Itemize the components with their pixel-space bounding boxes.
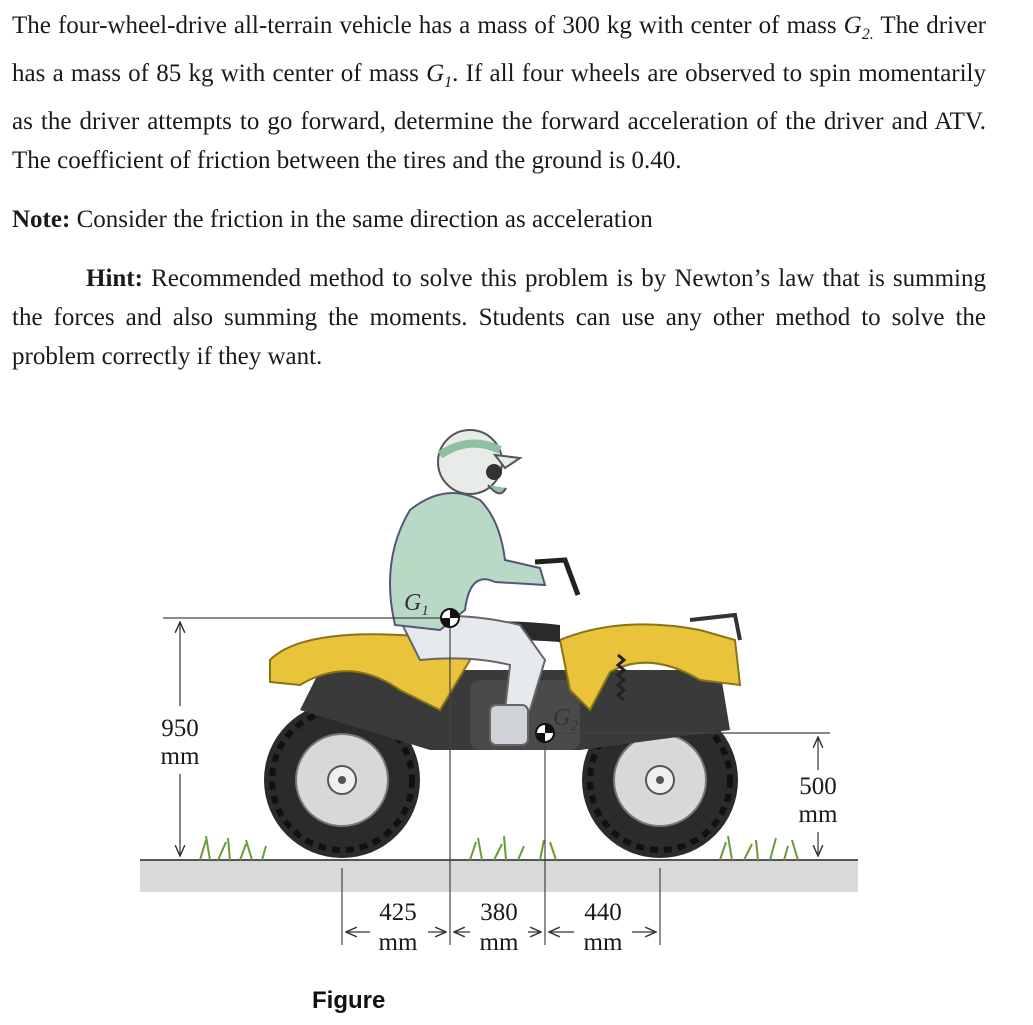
- g2-letter: G: [843, 12, 862, 39]
- g2-subscript: 2.: [861, 26, 874, 43]
- dim-500-unit: mm: [798, 801, 838, 828]
- rider-helmet: [438, 430, 520, 494]
- dim-950-value: 950: [161, 715, 199, 742]
- note-label: Note:: [12, 206, 71, 233]
- g1-label: $G_1$: [404, 590, 429, 619]
- rider-boot: [490, 705, 528, 745]
- g2-marker: [536, 724, 554, 742]
- g1-subscript: 1: [444, 74, 453, 91]
- figure-caption: Figure: [312, 987, 386, 1014]
- atv-figure: [0, 410, 1033, 1020]
- hint-text: Recommended method to solve this problem is by Newton’s law that is summing the forces and also summing the moments. Students can use any other method to solve the problem correctly if they want.: [12, 265, 986, 370]
- problem-text: The driver has a mass of 85 kg with center of mass: [12, 12, 986, 87]
- hint-paragraph: [12, 259, 986, 376]
- g1-letter: G: [426, 60, 445, 87]
- dim-425-value: 425: [379, 899, 417, 926]
- g2-label: $G_2$: [553, 705, 578, 734]
- dim-380-unit: mm: [479, 929, 519, 956]
- dim-500-value: 500: [799, 773, 837, 800]
- problem-text: . If all four wheels are observed to spin momentarily as the driver attempts to go forward, determine the forward acceleration of the driver and ATV. The coefficient of friction between the tires and the ground is 0.40.: [12, 60, 987, 174]
- problem-paragraph: [12, 6, 986, 180]
- problem-statement: [12, 6, 986, 376]
- g1-symbol: [426, 60, 453, 91]
- dim-380-value: 380: [480, 899, 518, 926]
- note-paragraph: [12, 200, 986, 239]
- dim-440-value: 440: [584, 899, 622, 926]
- atv-diagram: [0, 410, 1033, 1020]
- dim-950-unit: mm: [160, 743, 200, 770]
- hint-label: Hint:: [86, 265, 143, 292]
- note-text: Consider the friction in the same direction as acceleration: [70, 206, 653, 233]
- ground: [140, 860, 858, 892]
- dim-440-unit: mm: [583, 929, 623, 956]
- problem-text: The four-wheel-drive all-terrain vehicle has a mass of 300 kg with center of mass: [12, 12, 844, 39]
- dim-425-unit: mm: [378, 929, 418, 956]
- g2-symbol: [843, 12, 874, 43]
- g1-marker: [441, 609, 459, 627]
